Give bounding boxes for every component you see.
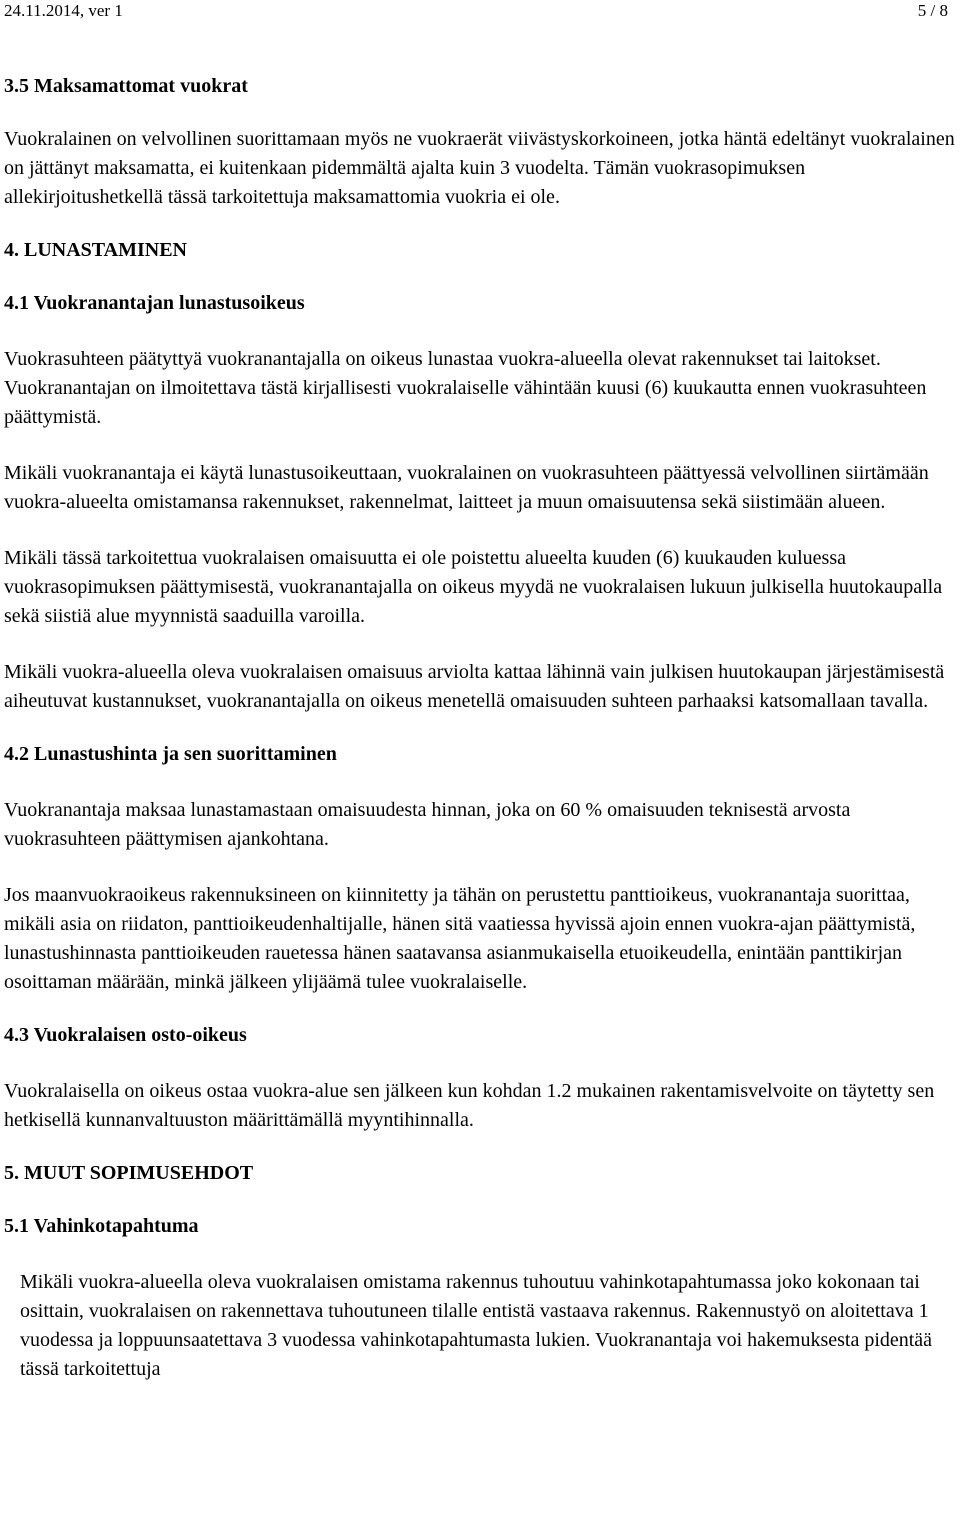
section-4-3-paragraph-1: Vuokralaisella on oikeus ostaa vuokra-alue sen jälkeen kun kohdan 1.2 mukainen rakentamisvelvoite on täytetty sen hetkisellä kunnanvaltuuston määrittämällä myyntihinnalla. — [4, 1080, 935, 1131]
section-4-1-paragraph-4: Mikäli vuokra-alueella oleva vuokralaisen omaisuus arviolta kattaa lähinnä vain julkisen huutokaupan järjestämisestä aiheutuvat kustannukset, vuokranantajalla on oikeus menetellä omaisuuden suhteen parhaaksi katsomallaan tavalla. — [4, 661, 945, 712]
section-3-5-heading: 3.5 Maksamattomat vuokrat — [4, 75, 248, 97]
section-5-heading: 5. MUUT SOPIMUSEHDOT — [4, 1162, 254, 1184]
section-5-1-paragraph-1: Mikäli vuokra-alueella oleva vuokralaisen omistama rakennus tuhoutuu vahinkotapahtumassa joko kokonaan tai osittain, vuokralaisen on rakennettava tuhoutuneen tilalle entistä vastaava rakennus. Rakennustyö on aloitettava 1 vuodessa ja loppuunsaatettava 3 vuodessa vahinkotapahtumasta lukien. Vuokranantaja voi hakemuksesta pidentää tässä tarkoitettuja — [20, 1271, 933, 1380]
section-4-2-heading: 4.2 Lunastushinta ja sen suorittaminen — [4, 743, 337, 765]
document-date-version: 24.11.2014, ver 1 — [4, 1, 123, 20]
section-4-1-paragraph-3: Mikäli tässä tarkoitettua vuokralaisen omaisuutta ei ole poistettu alueelta kuuden (6) kuukauden kuluessa vuokrasopimuksen päättymisestä, vuokranantajalla on oikeus myydä ne vuokralaisen lukuun julkisella huutokaupalla sekä siistiä alue myynnistä saaduilla varoilla. — [4, 547, 943, 627]
section-3-5-paragraph: Vuokralainen on velvollinen suorittamaan myös ne vuokraerät viivästyskorkoineen, jotka häntä edeltänyt vuokralainen on jättänyt maksamatta, ei kuitenkaan pidemmältä ajalta kuin 3 vuodelta. Tämän vuokrasopimuksen allekirjoitushetkellä tässä tarkoitettuja maksamattomia vuokria ei ole. — [4, 128, 955, 208]
document-body — [4, 72, 956, 1384]
page-number: 5 / 8 — [917, 1, 948, 20]
section-4-2-paragraph-1: Vuokranantaja maksaa lunastamastaan omaisuudesta hinnan, joka on 60 % omaisuuden teknisestä arvosta vuokrasuhteen päättymisen ajankohtana. — [4, 799, 851, 850]
page-header — [4, 0, 948, 22]
section-4-3-heading: 4.3 Vuokralaisen osto-oikeus — [4, 1024, 247, 1046]
section-5-1-heading: 5.1 Vahinkotapahtuma — [4, 1215, 199, 1237]
section-4-1-paragraph-1: Vuokrasuhteen päätyttyä vuokranantajalla on oikeus lunastaa vuokra-alueella olevat rakennukset tai laitokset. Vuokranantajan on ilmoitettava tästä kirjallisesti vuokralaiselle vähintään kuusi (6) kuukautta ennen vuokrasuhteen päättymistä. — [4, 348, 927, 428]
section-4-heading: 4. LUNASTAMINEN — [4, 239, 187, 261]
section-4-1-heading: 4.1 Vuokranantajan lunastusoikeus — [4, 292, 305, 314]
section-4-2-paragraph-2: Jos maanvuokraoikeus rakennuksineen on kiinnitetty ja tähän on perustettu panttioikeus, vuokranantaja suorittaa, mikäli asia on riidaton, panttioikeudenhaltijalle, hänen sitä vaatiessa hyvissä ajoin ennen vuokra-ajan päättymistä, lunastushinnasta panttioikeuden rauetessa hänen saatavansa asianmukaisella etuoikeudella, enintään panttikirjan osoittaman määrään, minkä jälkeen ylijäämä tulee vuokralaiselle. — [4, 884, 916, 993]
section-4-1-paragraph-2: Mikäli vuokranantaja ei käytä lunastusoikeuttaan, vuokralainen on vuokrasuhteen päättyessä velvollinen siirtämään vuokra-alueelta omistamansa rakennukset, rakennelmat, laitteet ja muun omaisuutensa sekä siistimään alueen. — [4, 462, 929, 513]
